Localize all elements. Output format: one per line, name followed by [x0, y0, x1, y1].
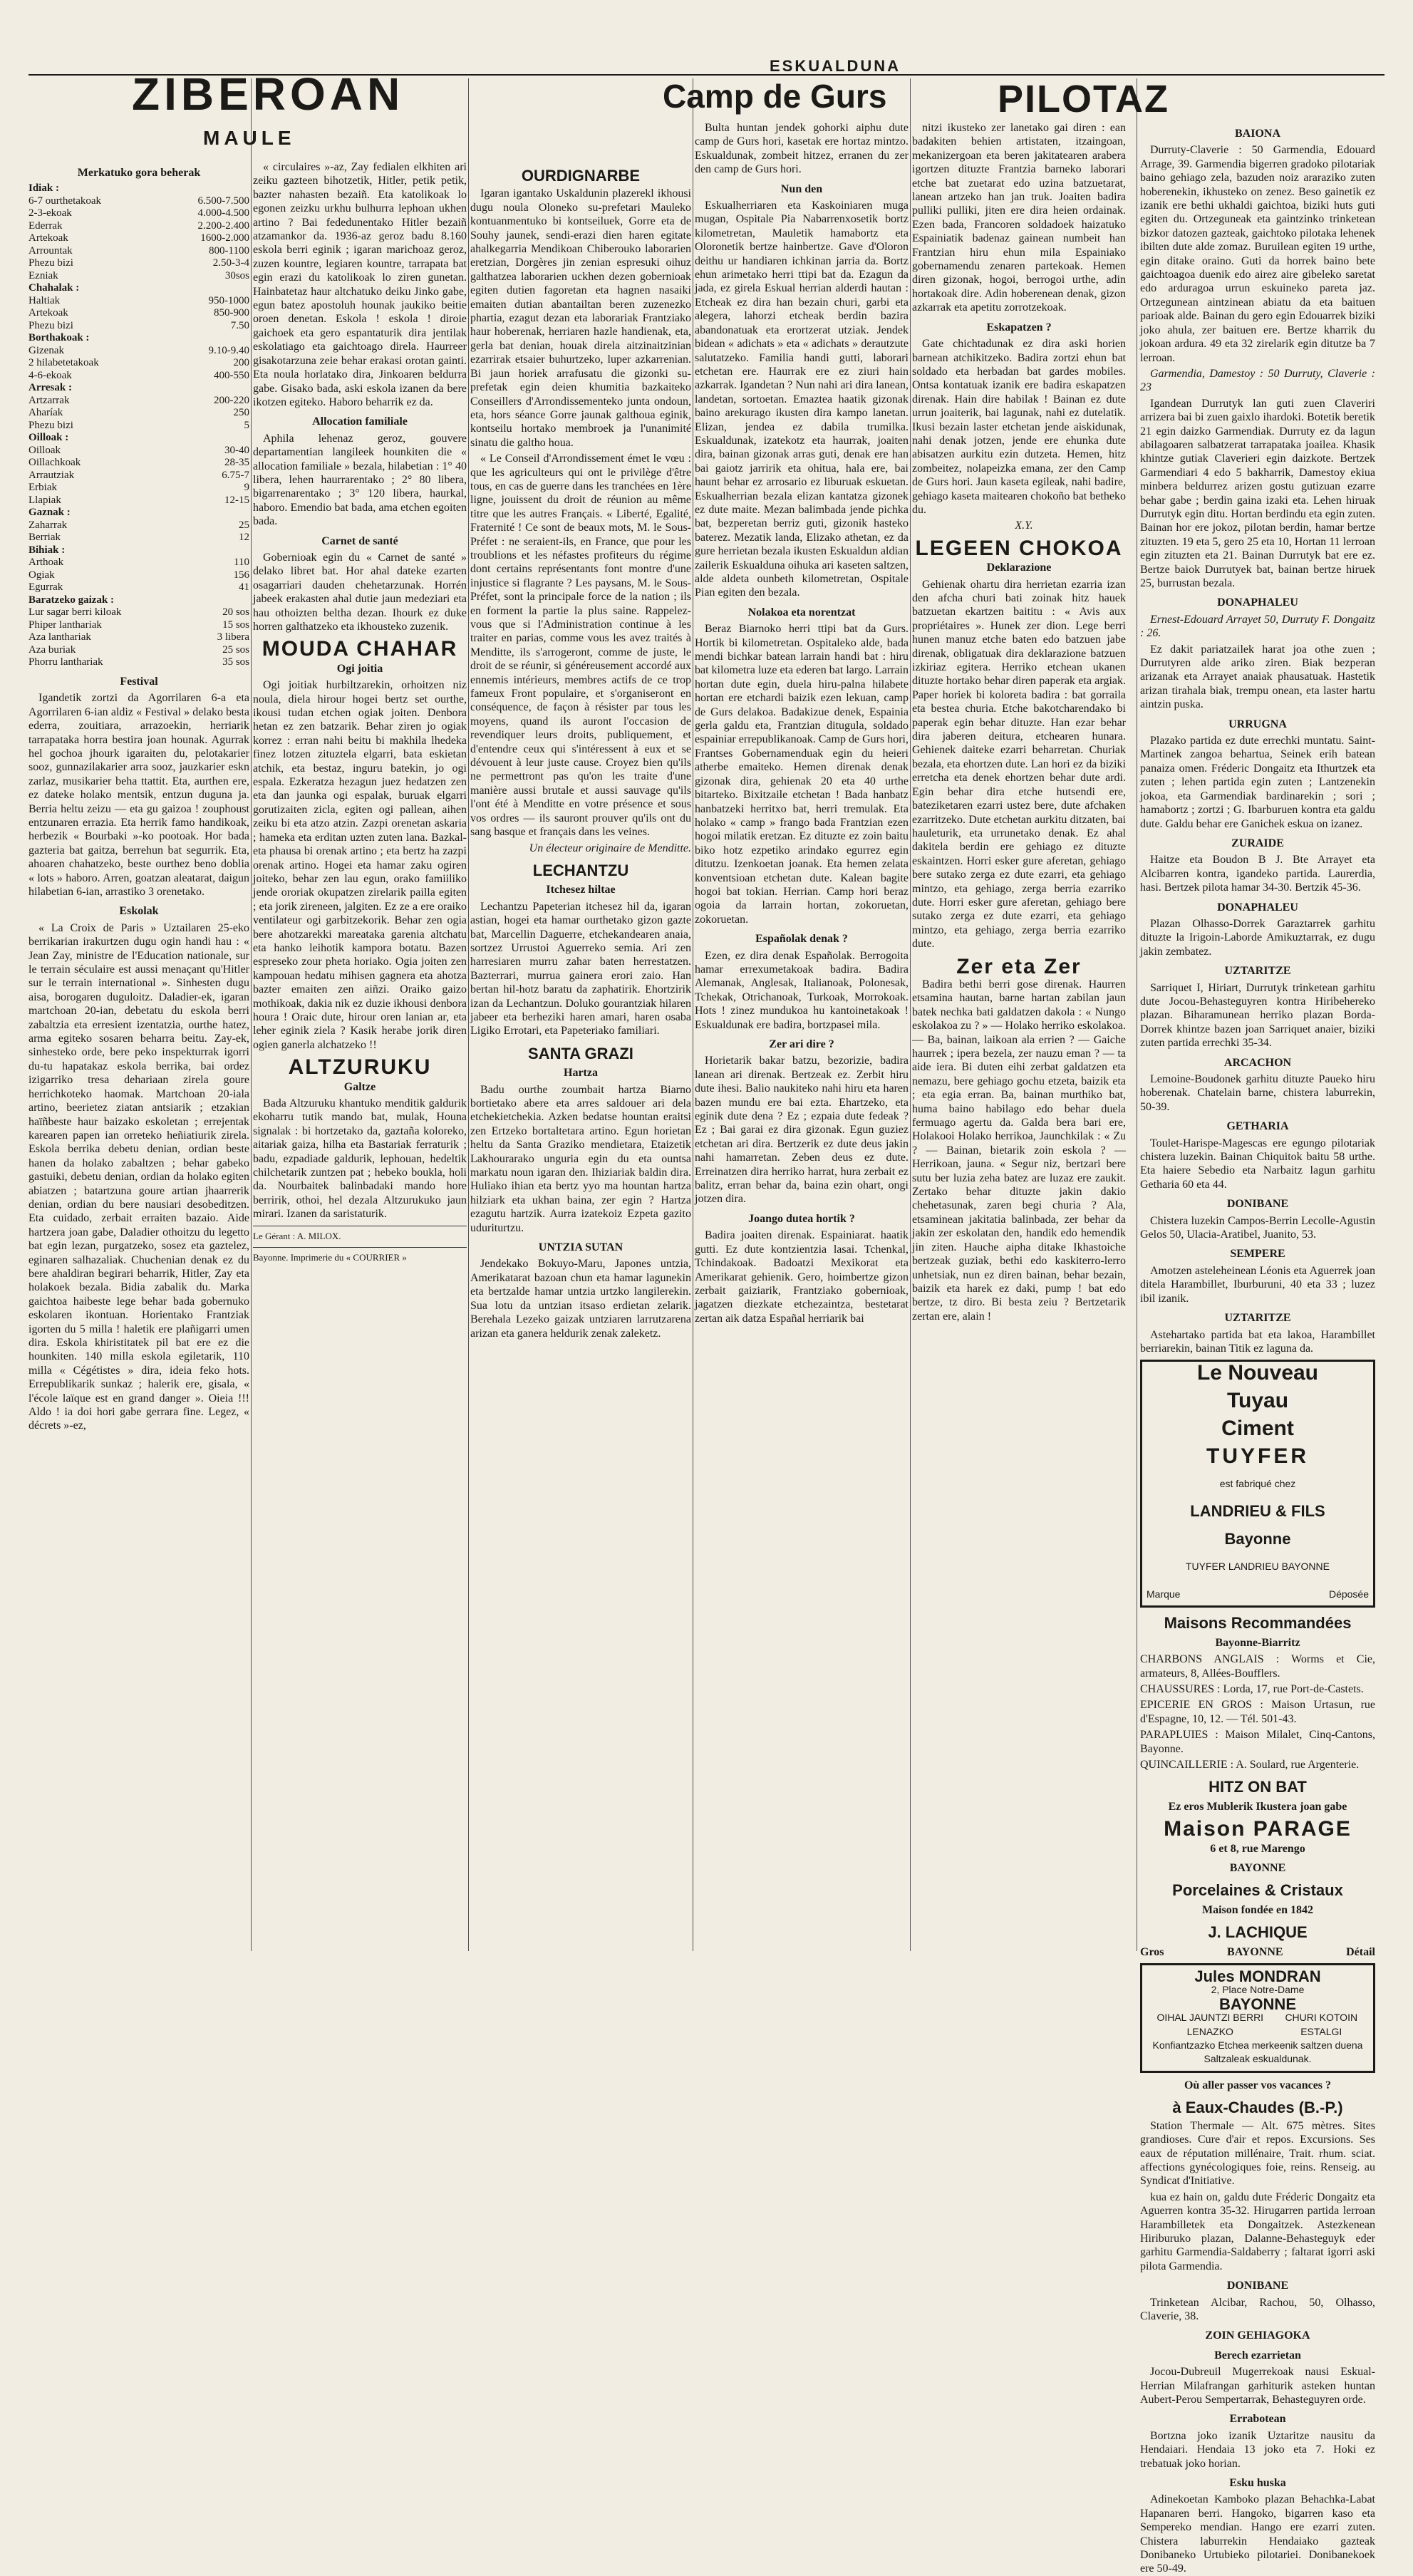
pilotaz-sempere-text: Amotzen asteleheinean Léonis eta Aguerrek joan ditela Harambillet, Iburburuni, 40 eta 33 ; luzez ibil izanik. — [1140, 1264, 1375, 1305]
price-label: Idiak : — [29, 182, 59, 195]
price-label: Phezu bizi — [29, 257, 73, 269]
pilotaz-uztaritze-heading: UZTARITZE — [1224, 965, 1291, 978]
price-value: 110 — [234, 557, 249, 569]
ad-line: LANDRIEU & FILS — [1190, 1502, 1325, 1521]
parage-address: 6 et 8, rue Marengo — [1210, 1842, 1305, 1855]
price-label: Baratzeko gaizak : — [29, 594, 114, 606]
ad-line: TUYFER LANDRIEU BAYONNE — [1186, 1561, 1330, 1572]
pilotaz-donibane-heading: DONIBANE — [1226, 1198, 1289, 1211]
price-value: 6.500-7.500 — [197, 195, 249, 207]
price-value: 250 — [233, 407, 249, 419]
price-value: 5 — [244, 419, 249, 431]
altzuruku-subheading: Galtze — [343, 1080, 376, 1093]
price-label: Egurrak — [29, 581, 63, 594]
tuyfer-ad — [1140, 1360, 1375, 1608]
zay-text: « circulaires »-az, Zay fedialen elkhiten ari zeiku gazteen bihotzetik, Hitler, petik petik, bazter nahasten bezaiñ. Eta katolikoak lo egonen zeizku urkhu bulhurra lephoan ukhen artino ? Bai fededunentako Hitler bezaiñ atzamankor da. 1936-az geroz badu 8.160 eskola berri eginik ; igaran marichoaz geroz, zuzen kountre, legiaren kountre, tarrapata bat egin erazi du katolikoak lo ziren gunetan. Hainbatetaz haur altchatuko deiku Jinko gabe, egun batez apostoluh hounak jaukiko beitie oroen denetan. Eskola ! eskola ! diroie gaichoek eta gero espantaturik dira jentilak eskolatiago eta gaichtoago direla. Haurreer gisakotarzuna zeie behar erakasi orotan gainti. Eta noula horlatako dira, Jinkoaren beldurra gabe. Gisako bada, aski eskola izanen da bere ikotzen egiteko. Haboro beharrik ez da. — [253, 161, 467, 408]
price-label: Phezu bizi — [29, 419, 73, 431]
price-value: 30sos — [224, 269, 249, 281]
pilotaz-uztaritze-text: Sarriquet I, Hiriart, Durrutyk trinketean garhitu dute Jocou-Behasteguyren kontra Hiribehereko plazan. Biharamunean herriko plazan Borda-Dorrek khintze bazen joan Sarriquet anaier, biziki zuten partida errechki 35-34. — [1140, 981, 1375, 1050]
zer-eta-zer-heading: Zer eta Zer — [956, 954, 1082, 978]
price-value: 9 — [244, 482, 249, 494]
column-4 — [695, 121, 909, 1956]
mouda-text: Ogi joitiak hurbiltzarekin, orhoitzen niz noula, diela hirour hogei bertz set ourthe, ikousi tudan etchen ogiak joiten. Denbora hetan ez zen batzarik. Behar ziren jo ogiak korrez : erran nahi beitu bi makhila lhedeka finez lotzen zituztela elgarri, bata eskietan atchik, eta bestaz, inguru batekin, jo ogi espala. Ezkeratza hezagun juez hedatzen zen eta dan jaunka ogi espalak, buruak elgarri gorutizaiten zicla, egiten ogi pallean, aihen zeiku bi eta atzo atzin. Zazpi orenetan askaria ; hameka eta erditan uzten zuten lana. Bazkal-eta phausa bi orenak artino ; eta bertz ha zazpi orenak artino. Hogei eta hamar zaku ogiren joiteko, behar zen lau egun, orako famiiliko jende ororiak okupatzen zirelarik pailla egiten ; eta jorik zireneen, jalgiten. Ez ze a ere oraiko ventilateur ogi garbitzekorik. Behar zen ogia bere ahotzarekki mareataka garenia altchatu eta hanko leihotik kampora botatu. Bazen espreseko zour pheta horiako. Ogia joiten zen kampouan hedatu mihisen gagnera eta ahotza bazter emaiten zen aiñzi. Oraiko gaizo mothikoak, dakia nik ez duzie ikhousi denbora houra ! Oraic dute, hirour oren lanian ar, eta leher eginik ziela ? Kasik herabe jorik diren ogien ganerla alchatzeko !! — [253, 679, 467, 1051]
eskolak-text: « La Croix de Paris » Uztailaren 25-eko berrikarian irakurtzen dugu ogin handi hau : « Jean Zay, ministre de l'Education nationale, sur le terrain séculaire est aussi menaçant qu'Hitler sur le terrain international ». Sinhesten dugu aisa, borogaren duguloitz. Daladier-ek, igaran martchoan 20-ian, debetatu du eskola berri zabaltzia eta erresient izentatzia, ourthe hatez, arma egiteko sosaren beharra beitu. Zay-ek, sinhesteko orde, bere peko inspekturrak igorri du-tu hapatakaz eskola berrika, bai ordez izigarriko tresa dehariaan zirela goure herrichkoteko haomak. Martchoan 20-iala artino, beerietez ziatan antsiarik ; etzakian haïñbeste haur baizako eskoletan ; errejentak karearen papen ian orreteko heñiatiurik zirela. Eskola berrika debetu denian, ordian beste hanen da holako zabaltzen ; behar gabeko gastuiki, debetu denian, ordian da holako egiten abiatzen ; batartzuna goure artian jhaarrerik denian, ordian du bere nausiari desobeditzen. Eta cuidado, zerbait erraiten bazaio. Aide hartzera joan gabe, Daladier othoitzu du legetto bat egin lezan, purgatzeko, sosez eta gaztelez, eginaren salhazaliak. Chuchenian denak ez du bere ahaldiran begirari beharrik, Hitler, Zay eta holakoek bezala. Bidia zabalik du. Marka gaichtoa haibeste lege behar bada gobernuko eskolaren ikontuan. Horientako Frantziak igorten du 5 milla ! haletik ere plañigarri umen dira. Eskola khiristitatek pil bat ere ez die hounkiten. 140 milla eskola egiletarik, 110 milla « Cégétistes » dira, ideia feko hots. Errepublikarik sunkaz ; halerik ere, gisala, « l'école laïque est en grand danger ». Oieia !!! Aldo ! ia doi hori gabe gerrara fine. Legez, « décrets »-ez, — [29, 921, 249, 1432]
price-row — [29, 232, 249, 245]
altzuruku-text: Bada Altzuruku khantuko menditik galdurik ekoharru tutik mando bat, mulak, Houna signalak : bi hortzetako da, gaztaña koloreko, aitariak gaiza, hilha eta Bastariak ferraturik ; badu, ezpadiade galdurik, lephouan, hedeltik chilchetarik zuntzen pat ; hebeko boukla, holi da. Nourbaitek balinbadaki mando hore berririk, othoi, hel dezala Altzurukuko jaun mirari. Izanen da saristaturik. — [253, 1097, 467, 1221]
pilotaz-donibane-text: Chistera luzekin Campos-Berrin Lecolle-Agustin Gelos 50, Ulacia-Aratibel, Juanito, 53. — [1140, 1214, 1375, 1241]
price-row — [29, 307, 249, 320]
price-value: 850-900 — [214, 307, 249, 319]
price-label: Gaznak : — [29, 507, 71, 519]
price-label: Phezu bizi — [29, 319, 73, 331]
price-value: 200 — [233, 357, 249, 369]
legeen-subheading: Deklarazione — [986, 562, 1052, 574]
zoin-text: Jocou-Dubreuil Mugerrekoak nausi Eskual-Herrian Milafrangan garhiturik asteken huntan Aubert-Perou Sempertarrak, Behasteguyren orde. — [1140, 2366, 1375, 2406]
ad-line: TUYFER — [1206, 1444, 1309, 1468]
masthead: ESKUALDUNA — [770, 57, 901, 75]
price-label: Oillachkoak — [29, 457, 81, 469]
untzia-heading: UNTZIA SUTAN — [538, 1241, 623, 1254]
price-row — [29, 382, 249, 395]
ourdignarbe-heading: OURDIGNARBE — [521, 167, 641, 185]
mouda-heading: MOUDA CHAHAR — [262, 637, 458, 661]
price-row — [29, 495, 249, 507]
price-row — [29, 532, 249, 544]
pilotaz-uztaritze2-heading: UZTARITZE — [1224, 1312, 1291, 1325]
pilotaz-donapaleu-text: Ez dakit pariatzailek harat joa othe zuen ; Durrutyren alde ariko ziren. Biak bezperan arizanak eta Arrayet anaiak phausatuak. Hastetik arizan tirahala biak, trempu onean, eta laster hartu aintzin puska. — [1140, 643, 1375, 711]
parage-city: BAYONNE — [1229, 1862, 1286, 1874]
price-label: 2-3-ekoak — [29, 207, 72, 219]
ad-word: Marque — [1147, 1588, 1181, 1600]
section-title-pilotaz: PILOTAZ — [998, 78, 1169, 120]
price-label: 4-6-ekoak — [29, 369, 72, 381]
price-row — [29, 395, 249, 408]
donibane-text: Trinketean Alcibar, Rachou, 50, Olhasso, Claverie, 38. — [1140, 2296, 1375, 2322]
santa-grazi-text: Badu ourthe zoumbait hartza Biarno bortietako abere eta arres saldouer ari dela etchekietchekia. Azken bedatse hountan eraitsi zen Ertzeko bortaltetara artino. Egun horietan heltu da Santa Graziko mendietara, Etaizetik Lakhourarako unguria egin du eta ountsa markatu noun igaran den. Ihiziariak baldin dira. Huliako ihian eta bertz yyo ma hountan hartza hilziark eta ukhan baina, zer egin ? Hartza ezagutu hartzik. Aurra izatekoiz Ezpeta gazito uduriturtzu. — [470, 1083, 691, 1234]
section-subtitle-maule: MAULE — [203, 127, 296, 149]
pilotaz-continued: kua ez hain on, galdu dute Fréderic Dongaitz eta Aguerren kontra 35-32. Hirugarren partida lerroan Harambilletek eta Dongaitzek. Astezkenean Hiriburuko plazan, Dalanne-Behasteguyk eder garhitu Garmendia-Saldaberry ; faltarat igorri aski pilota Garmendia. — [1140, 2190, 1375, 2272]
maison-entry: CHARBONS ANGLAIS : Worms et Cie, armateurs, 8, Allées-Boufflers. — [1140, 1653, 1375, 1680]
pilotaz-getharia-heading: GETHARIA — [1226, 1120, 1289, 1133]
eskapatzen-text: Gate chichtadunak ez dira aski horien barnean atchikitzeko. Badira zortzi ehun bat soldado eta herbadan bat gardes mobiles. Ontsa kontatuak izanik ere badira eskapatzen direnak. Hain dire habilak ! Bainan ez dute urrun joaiterik, bai lagunak, nahi ez dutelatik. Ikusi bezain laster etchetan jende aiskidunak, nahi denak jotzen, jende ere ehunka dute abisatzen aurkitu ezin dutzeta. Hemen, hitz zombeitez, nolapeizka emana, zer den Camp de Gurs hori. Jaun kaseta egileak, nahi badire, gehiago kaseta maitearen chokoño bat betheko du. — [912, 338, 1126, 516]
price-value: 12-15 — [224, 494, 249, 506]
carnet-heading: Carnet de santé — [321, 534, 398, 547]
ad-line: Ciment — [1221, 1416, 1294, 1440]
price-label: Arresak : — [29, 382, 72, 394]
pilotaz-sempere-heading: SEMPERE — [1230, 1248, 1285, 1261]
price-label: Artekoak — [29, 232, 68, 244]
price-row — [29, 357, 249, 370]
price-row — [29, 420, 249, 433]
pilotaz-getharia-text: Toulet-Harispe-Magescas ere egungo pilotariak chistera luzekin. Bainan Chiquitok baitu 58 urthe. Eta haiere Sebedio eta Narbaitz lagun garhitu Getharia 60 eta 44. — [1140, 1137, 1375, 1191]
price-value: 9.10-9.40 — [208, 344, 249, 356]
espanolak-text: Ezen, ez dira denak Españolak. Berrogoita hamar errexumetakoak badira. Badira Alemanak, Anglesak, Italianoak, Polonesak, Tchekak, Otrichanoak, Turkoak, Morrokoak. Hots ! zinez mundukoa hu kantoinetakoak ! Eskualdunak ere badira, bortzpasei mila. — [695, 949, 909, 1031]
price-label: Zaharrak — [29, 519, 68, 531]
pilotaz-arcachon-heading: ARCACHON — [1223, 1056, 1292, 1069]
price-label: Lur sagar berri kiloak — [29, 606, 122, 619]
column-divider — [251, 78, 252, 1951]
hitz-title: HITZ ON BAT — [1208, 1778, 1307, 1796]
price-label: Bihiak : — [29, 544, 66, 556]
price-row — [29, 445, 249, 457]
price-value: 20 sos — [222, 606, 249, 619]
price-label: Ezniak — [29, 269, 58, 281]
price-value: 25 — [239, 519, 249, 531]
lechantzu-subheading: Itchesez hiltae — [546, 884, 616, 896]
price-row — [29, 507, 249, 519]
mondran-tagline: Konfiantzazko Etchea merkeenik saltzen duena Saltzaleak eskualdunak. — [1152, 2039, 1363, 2065]
price-row — [29, 631, 249, 644]
price-row — [29, 644, 249, 657]
price-value: 156 — [233, 569, 249, 581]
allocation-text: Aphila lehenaz geroz, gouvere departamentian langileek hounkiten die « allocation familiale » bezala, hilabetian : 1° 40 libera, lehen haurrarentako ; 2° 80 libera, bigarrenarentako ; 3° 120 libera, haurkal, haboro. Emendio bat bada, ama etchen egoiten bada. — [253, 432, 467, 528]
lechantzu-text: Lechantzu Papeterian itchesez hil da, igaran astian, hogei eta hamar ourthetako gizon gazte bat, Marcellin Daguerre, etchekandearen anaia, sortzez Urrustoi Aguerreko semia. Ari zen harresiaren murru zahar baten herrestatzen. Bazterrari, murrua gainera erori zaio. Han bertan hil-hotz baratu da zaphatirik. Ehortzirik izan da Lechantzun. Doluko gourantziak hilaren jabeer eta berheziki haren amari, haren osaba Ligiko Errotari, eta Papeteriako familiari. — [470, 900, 691, 1038]
pilotaz-baiona-heading: BAIONA — [1234, 128, 1280, 140]
price-label: Aza lanthariak — [29, 631, 91, 643]
price-row — [29, 320, 249, 333]
xy-signature: X.Y. — [1015, 519, 1033, 532]
lachique-name: J. LACHIQUE — [1208, 1923, 1308, 1942]
legeen-heading: LEGEEN CHOKOA — [915, 536, 1123, 560]
lechantzu-heading: LECHANTZU — [532, 861, 629, 879]
pilotaz-arcachon-text: Lemoine-Boudonek garhitu dituzte Paueko hiru hoberenak. Chatelain barne, chistera laburrekin, 50-39. — [1140, 1073, 1375, 1113]
nun-heading: Nun den — [780, 182, 823, 195]
vacances-place: à Eaux-Chaudes (B.-P.) — [1172, 2099, 1343, 2117]
price-value: 3 libera — [217, 631, 249, 643]
allocation-heading: Allocation familiale — [312, 415, 408, 428]
mondran-ad — [1140, 1963, 1375, 2073]
parage-title: Maison PARAGE — [1164, 1817, 1352, 1841]
price-label: Aharíak — [29, 407, 63, 419]
price-value: 6.75-7 — [222, 469, 249, 481]
errabotean-heading: Errabotean — [1229, 2413, 1286, 2426]
zer-ari-text: Horietarik bakar batzu, bezorizie, badira lanean ari direnak. Bertzeak ez. Zerbit hiru dute ihesi. Balio naukiteko nahi hiru eta haren bazen mundu ere bai ezta. Ehartzeko, eta eginik dute dena ? Ez ; ezpaia dute fedeak ? Ez ; Bai garai ez dira gizonak. Egun guziez etchetan ari dira. Bertzerik ez dute deus jakin nahi hamarretan. Zeben deus ez dute. Erreinatzen dira herriko harrat, hura zerbait ez balitz, erran behar da, baina ezin ohart, ongi jotzen dira. — [695, 1055, 909, 1206]
price-row — [29, 257, 249, 270]
price-row — [29, 432, 249, 445]
pilotaz-urrugna-heading: URRUGNA — [1228, 718, 1287, 730]
festival-text: Igandetik zortzi da Agorrilaren 6-a eta Agorrilaren 6-ian aldiz « Festival » delako besta ederra, zouitiara, arrazoekin, herriarik tarrapataka horra bestira joan hounak. Agurrak hel gochoa jhourk igaraiten du, pelotakarier sooz, gunnazilakarier arra sooz, jauzkarier eskn zarlaz, musikarier beha ttattit. Eta, aurthen ere, ez dateke holako mentsik, entzun duguna ja. Berria heltu zeizu — eta gu gaizoa ! zouphoust entzunaren errazia. Eta herrik famo handikoak, herbezik « Bourbaki »-ko pootoak. Hor bada gazteria bat gaitza, berrehun bat segurrik. Eta, ahoaren chahatzeko, beste ourthez beno doblia « lots » haboro. Arren, goatzan aleatarat, daigun hilabetian 6-ian, arrastiko 3 orenetako. — [29, 692, 249, 898]
eskolak-heading: Eskolak — [119, 905, 159, 918]
ad-line: Bayonne — [1224, 1530, 1291, 1548]
ad-word: Déposée — [1328, 1588, 1369, 1600]
joango-text: Badira joaiten direnak. Espainiarat. haatik gutti. Ez dute kontzientzia lasai. Tchenkal, Tchindakoak. Badoatzi Mexikorat eta Amerikarat gehienik. Gero, hoimbertze gizon zerbait gaiziarik, Frantziako gobernioak, jagatzen diezkate etchezaintza, bestetarat zertan aik datza Españal herriarik bai — [695, 1229, 909, 1325]
gros-label: Gros — [1140, 1945, 1164, 1958]
price-value: 4.000-4.500 — [197, 207, 249, 219]
detail-label: Détail — [1346, 1945, 1375, 1958]
santa-grazi-subheading: Hartza — [564, 1067, 598, 1080]
price-value: 400-550 — [214, 369, 249, 381]
price-label: Gizenak — [29, 344, 64, 356]
ad-line: est fabriqué chez — [1219, 1477, 1296, 1489]
espanolak-heading: Españolak denak ? — [755, 933, 848, 946]
mondran-title: Jules MONDRAN — [1194, 1967, 1321, 1986]
price-label: Haltiak — [29, 294, 61, 306]
price-value: 800-1100 — [209, 244, 249, 257]
price-label: Arrautziak — [29, 469, 75, 481]
price-label: Erbiak — [29, 482, 57, 494]
price-value: 41 — [239, 581, 249, 594]
maisons-title: Maisons Recommandées — [1164, 1614, 1352, 1633]
joango-heading: Joango dutea hortik ? — [748, 1212, 855, 1225]
camp-intro: Bulta huntan jendek gohorki aiphu dute camp de Gurs hori, kasetak ere hortaz mintzo. Eskualdunak, zombeit hitzez, erranen du zer den camp de Gurs hori. — [695, 122, 909, 176]
column-5 — [912, 121, 1126, 1956]
price-label: Oilloak — [29, 444, 61, 456]
maison-entry: CHAUSSURES : Lorda, 17, rue Port-de-Castets. — [1140, 1682, 1364, 1695]
gerant-line: Le Gérant : A. MILOX. — [253, 1226, 467, 1243]
column-1 — [29, 160, 249, 1956]
price-label: Phorru lanthariak — [29, 656, 103, 668]
ad-line — [1147, 1588, 1369, 1601]
price-label: Ogiak — [29, 569, 55, 581]
legeen-text: Gehienak ohartu dira herrietan ezarria izan den afcha churi bati zoinak hitz hauek batzuetan ekartzen baititu : « Avis aux propriétaires ». Hunek zer dion. Lege berri hunen manuz etche baten edo batzuen jabe direnak, obligatuak dira deklarazione batzuen izkiriaz egitera. Herriko etchean ukanen dituzte hortako behar diren paperak eta argiak. Paper horiek bi koloreta badira : bat gorraila eta bestea churia. Etche bakotcharendako bi paperak egin behar dituzte. Han ezar behar dira jaberen deitura, etchearen hunara. Gehienek daiteke ezarri beharretan. Churiak bezala, eta ehortzen dute. Lan hori ez da biziki erretcha eta denek ehortzen behar dute ardi. Egin behar dira etche hutsendi ere, bateziketaren ezarri ustez bere, dute afchaken ezarritzeko. Dute etchetan aurkitu ditzaten, bai hauleturik, eta urrunetako denak. Ez ahal dakitela berdin ere gehiago ez dituzte eskaintzen. Horri esker gure aferetan, gehiago bere sutako zerga ez dute ezarri, eta gehiago mintzo, eta gehiago, zerga berria ezarriko dute. Horri esker gure aferetan, gehiago bere sutako zerga ez dute ezarri, eta gehiago mintzo, eta gehiago, zerga berria ezarriko dute. — [912, 578, 1126, 951]
price-label: Artzarrak — [29, 394, 70, 406]
mouda-subheading: Ogi joitia — [336, 662, 383, 675]
price-row — [29, 370, 249, 383]
pilotaz-baiona-scores: Garmendia, Damestoy : 50 Durruty, Claverie : 23 — [1140, 367, 1375, 394]
hitz-subtitle: Ez eros Mublerik Ikustera joan gabe — [1168, 1800, 1347, 1813]
price-row — [29, 195, 249, 208]
mondran-right: CHURI KOTOIN ESTALGI — [1285, 2012, 1358, 2037]
price-value: 15 sos — [222, 619, 249, 631]
ourdignarbe-text: Igaran igantako Uskaldunin plazerekl ikhousi dugu noula Oloneko su-prefetari Mauleko kontuanmentuko bi kontseiluek, Gorre eta de Souhy jaunek, sendi-erazi dien haren egitate ahalkegarria Mendikoan Chiberouko laborarien eretzian, Dorgères jin zenian espresuki oihuz galthatzea laborarien uckhen dezen gobernioak egiten dutien fagoretan eta hagnen nasaiki emaiten dutian abantailtan beren zuzenezko phartia, ezagut dezan eta laborariak Frantziako haur hoberenak, herriaren hazle handienak, eta, gerla bat denian, houak direla aitzinaitzinian ezarrirak etsaier buhurtzeko, luper azkarrenian. Bi jaun horiek arrafusatu die gizonki su-prefetak egin deien khumitia bazkaiteko Conseillers d'Arrondissementeko junta ondoun, eta, hors séance Gorre jaunak galthoua eginik, kontseilu hortako membroek ja l'unanimité sinatu die galtho houa. — [470, 187, 691, 449]
price-row — [29, 220, 249, 233]
pilotaz-baiona-text: Durruty-Claverie : 50 Garmendia, Edouard Arrage, 39. Garmendia bigerren gradoko pilotariak baino gehiago zela, bazuden noiz araraziko zuten hoberenekin, ikhusteko on zenez. Beso gainetik ez izanik ere bethi ukhaldi gaichtoa, biziki huts guti egiten du. Ortzeguneak eta gaintzinko trinketean bizkor datozen gazteak, gaichtoko pilotaka lehenek ibilten dute alde zomaz. Buruilean egiten 19 urthe, egin ditake oraino. Guti da horrek baino bete gaichtoagoa duenik edo airez aire gibeleko saretat edo arduragoa urrun eskuineko pareta jaz. Ortzegunean aintzinean abiatu da eta baituen parioak alde. Bainan du gero egin Edouarrek biziki joko ahula, zer baituen ere. Bertze kharrik du jokoan ardura. 49 eta 32 zirelarik egin ditutze ba 7 lerroan. — [1140, 144, 1375, 364]
vacances-question: Où aller passer vos vacances ? — [1184, 2079, 1332, 2091]
untzia-text: Jendekako Bokuyo-Maru, Japones untzia, Amerikatarat bazoan chun eta hamar lagunekin eta bertzalde hamar untzia urtzko langilerekin. Sua lotu da untzian itsaso erdietan zelarik. Berehala Lezeko gaizak untziaren larrutzarena arizan eta ganera heldurik zenak zaleketz. — [470, 1258, 691, 1340]
maison-entry: PARAPLUIES : Maison Milalet, Cinq-Cantons, Bayonne. — [1140, 1729, 1375, 1755]
price-row — [29, 519, 249, 532]
price-row — [29, 619, 249, 632]
price-value: 200-220 — [214, 394, 249, 406]
price-row — [29, 470, 249, 482]
price-label: Artekoak — [29, 307, 68, 319]
errabotean-text: Bortzna joko izanik Uztaritze nausitu da Hendaiari. Hendaia 13 joko eta 7. Hoki ez trebatuak joko horian. — [1140, 2429, 1375, 2470]
esku-heading: Esku huska — [1229, 2477, 1286, 2490]
zoin-subheading: Berech ezarrietan — [1214, 2349, 1301, 2362]
article-title-camp-de-gurs: Camp de Gurs — [663, 78, 887, 115]
pilotaz-zuraide-text: Haitze eta Boudon B J. Bte Arrayet eta Alcibarren kontra, igandeko partida. Laurerdia, hasi. Bertzek pilota hamar 34-30. Bertzik 45-36. — [1140, 854, 1375, 894]
price-label: Borthakoak : — [29, 332, 90, 344]
price-label: Oilloak : — [29, 432, 69, 444]
price-row — [29, 270, 249, 283]
nolakoa-text: Beraz Biarnoko herri ttipi bat da Gurs. Hortik bi kilometretan. Ospitaleko alde, bada mendi bichkar batean larrain handi bat : hiru bat kilometra luze eta ederen bat largo. Larrain hortan dute egin, duela hiru-palna hilabete hortan ere etchardi baizik ezen lekuan, camp de Gurs delakoa. Badakizue denek, Espainia gerla galdu eta, Frantzian ditugula, soldado espainiar errepublikanoak. Camp de Gurs hori, Frantses Gobernamenduak egin du heieri atherbe emaiteko. Hemen direnak denak gizonak dira, gehienak 20 eta 40 urthe bitarteko. Bixitzaile etchetan ! Bada hanbatz hanbatzeki herritxo bat, herri tremulak. Eta holako « camp » frango bada Frantzian ezen hogoi milatik eretzan. Ez dituzte ez zoin baitu biko hotz ezpetiko arindako egurrez egin ditutzu. Izenkoetan joanak. Eta hemen zelata konventsioan etchetan dute. Kalean bagite hogoi bat tokian. Herrian. Camp hori beraz ogoia da larrain hortan, zokoruetan, zokoruetan. — [695, 623, 909, 926]
column-2 — [253, 160, 467, 1956]
price-label: Phiper lanthariak — [29, 619, 102, 631]
price-row — [29, 207, 249, 220]
price-row — [29, 656, 249, 669]
price-row — [29, 182, 249, 195]
mondran-left: OIHAL JAUNTZI BERRI LENAZKO — [1156, 2012, 1264, 2037]
price-label: 2 hilabetetakoak — [29, 357, 99, 369]
price-label: Aza buriak — [29, 643, 76, 656]
maisons-list — [1140, 1652, 1375, 1771]
pilotaz-donapaleu2-text: Plazan Olhasso-Dorrek Garaztarrek garhitu dituzte la Irigoin-Laborde Amikuztarrak, ez dugu jakin zembatez. — [1140, 917, 1375, 958]
imprimerie-line: Bayonne. Imprimerie du « COURRIER » — [253, 1247, 467, 1264]
price-row — [29, 295, 249, 308]
zoin-heading: ZOIN GEHIAGOKA — [1205, 2329, 1310, 2342]
column-divider — [468, 78, 469, 1951]
camp-continued: nitzi ikusteko zer lanetako gai diren : ean badakiten behien artistaten, itzaingoan, mekanizergoan eta beren jakitatearen arabera igortzen dituzte Frantzia barneko laborari etche bat zuetarat edo uzina batzuetarat, lanean artzeko han jan truk. Joaiten badira pulliki pulliki, jiten ere dira heien ordainak. Ezen bada, Francoren soldadoek haizatuko Espainiatik badenaz gainean numbeit han Frantzian hiru ehun mila Espainiako gobernamendu zenaren partekoak. Hemen diren gizonak, hogoi, berrogoi urthe, adin hortakoak dire. Adin hoberenean denak, gizon azkarrak eta apetitu zorrotzekoak. — [912, 122, 1126, 314]
zer-eta-zer-text: Badira bethi berri gose direnak. Haurren etsamina hautan, barne hartan zabilan jaun batek nechka bati galdatzen dakola : « Nungo eskolakoa zu ? » — Holako herriko eskolakoa. — Ba, bainan, laikoan ala errien ? — Gaiche haurrek ; ipera bezela, zer nauzu eman ? — ta aide iera. Bi duten eihi zerbat galdatzen eta nemazu, bere gehiago gochu etzeta, baizik eta ; eta egia erran. Ba, bainan murthiko bat, huma baino habilago edo behar duela fermuago agertu da. Galda bera bari ere, Holakooi Holako herrikoa, Jaunchkilak : « Zu ? — Bainan, bietarik zoin eskola ? — Herrikoan, jauna. « Segur niz, bertzari bere sutu ber luzia zeha batez are luzaz ere zaukit. Zertako behar dituzte jakin dakio chehetasunak, zaren begi churia ? Ala, etsaminean jakitatia balinbada, zer behar da jakin zer eskolatan den, handik edo hemendik jin ziten. Hauche aipha ditake Ikhastoiche bertzeak guziak, bethi edo kaskiterro-lerro unhetsiak, nun ez diren bainan, behar bezain, baizik eta harek ez daki, pump ! bat edo bertze, tz diro. Bi besta zeiu ? Bertzetarik zertan ere, alain ! — [912, 978, 1126, 1323]
price-value: 30-40 — [224, 444, 249, 456]
column-6 — [1140, 121, 1375, 2575]
price-label: Arrountak — [29, 244, 73, 257]
price-label: Ederrak — [29, 219, 63, 232]
price-list — [29, 182, 249, 669]
price-value: 1600-2.000 — [200, 232, 249, 244]
lachique-city: BAYONNE — [1227, 1945, 1283, 1958]
price-label: Berriak — [29, 532, 61, 544]
festival-heading: Festival — [120, 675, 158, 688]
donibane-heading: DONIBANE — [1226, 2280, 1289, 2292]
carnet-text: Gobernioak egin du « Carnet de santé » delako libret bat. Hor ahal dateke ezarten osagarriari dauden chehetarzunak. Horrén jabeek erakasten ahal dutie jaun medeziari eta hau othoizten beltha dezan. Ihourk ez duke horren galthatzeko eta ikhousteko zuzenik. — [253, 551, 467, 633]
maison-entry: QUINCAILLERIE : A. Soulard, rue Argenterie. — [1140, 1758, 1360, 1771]
price-value: 2.200-2.400 — [197, 219, 249, 232]
price-row — [29, 245, 249, 258]
price-label: Chahalak : — [29, 282, 80, 294]
price-value: 35 sos — [222, 656, 249, 668]
price-value: 950-1000 — [208, 294, 249, 306]
altzuruku-heading: ALTZURUKU — [288, 1055, 432, 1080]
market-heading: Merkatuko gora beherak — [77, 167, 201, 179]
porcelaines-title: Porcelaines & Cristaux — [1172, 1881, 1343, 1900]
price-value: 2.50-3-4 — [212, 257, 249, 269]
price-label: 6-7 ourthetakoak — [29, 195, 102, 207]
conseil-text: « Le Conseil d'Arrondissement émet le vœu : que les agriculteurs qui ont le privilège d'être tous, en cas de guerre dans les tranchées en 1ère ligne, jouissent du droit de réunion au même titre que les autres Français. « Liberté, Egalité, Fraternité ! Ce sont de beaux mots, M. le Sous-Préfet : ne seraient-ils, en France, que pour les troublions et les néfastes profiteurs du régime dont certains représentants font montre d'une injustice si flagrante ? Les paysans, M. le Sous-Préfet, sont la principale force de la nation ; ils en forment la partie la plus saine. Rappelez-vous que si l'Administration continue à les traiter en parias, comme vous les avez traités à Menditte, ils s'arrogeront, comme de juste, le droit de se réunir, si généreusement accordé aux ennemis intérieurs, membres actifs de ce trop fameux Front populaire, et s'organiseront en conséquence, de façon à résister par tous les moyens, quand ils auront l'occasion de revendiquer leurs droits, publiquement, et d'entendre ceux qui s'intéressent à eux et se dévouent à leur juste cause. Croyez bien qu'ils ne permettront pas qu'on les traite d'une manière aussi brutale et aussi sauvage qu'ils l'ont été à Menditte en votre présence et sous vos ordres — ils sauront prouver qu'ils ont du sang basque et français dans les veines. — [470, 452, 691, 839]
mondran-row — [1147, 2011, 1369, 2039]
esku-text: Adinekoetan Kamboko plazan Behachka-Labat Hapanaren berri. Hangoko, bigarren kaso eta Sempereko mendian. Hango ere ezarri zuten. Chistera laburrekin Hendaiako gazteak Donibaneko Urtubieko pilotariei. Donibanekoek ere 50-49. — [1140, 2493, 1375, 2575]
nun-text: Eskualherriaren eta Kaskoiniaren muga mugan, Ospitale Pia Nabarrenxosetik bortz kilometretan, Mauletik hamabortz eta Oloronetik bertze hainbertze. Gave d'Oloron deithu ur handiaren ichkinan jarria da. Bortz ehun arimetako herri ttipi bat da. Ezagun da jada, ez girela Eskual herrian alderdi hautan : Etcheak ez dira han bezain churi, garbi eta alegera, lahorzi etcheak berdin bazira abandonatuak eta erortzerat utziak. Jendek bidean « adichats » eta « adichats » derautzute salutatzeko. Familia handi gutti, laborari etchetan ere. Haurrak ere ez ziuri hain azkarrak. Igandetan ? Nun nahi ari dira lanean, landetan, sortoetan. Emaztea haatik gizonak baino arekurago ikusten dira kampo lanetan. Elizan, jendea ez dabila trumilka. Eskualdunak, izatekotz eta haurrak, joaiten dira, bainan gizonak arras guti, denak ere han bai gaiotz jarririk eta ohitua, hala ere, bai haunt behar ez arrosario ez liburuak eskuetan. Eskualherrian bezala elizan kantatza gizonek ez dute maite. Mezan balimbada jende pichka bat, bezperetan berriz guti, gizonik hasteko baterez. Mezatik landa, Elizako athetan, ez da gure herrietan bezala ikusten Eskualdun aldian zailerik Eskualduna oihuka ari kaseten saltzen, alde aldeta ounbeth kilometretan, Ospitale Pian egiten den bezala. — [695, 200, 909, 599]
price-value: 7.50 — [230, 319, 249, 331]
signature: Un électeur originaire de Menditte. — [529, 842, 691, 854]
pilotaz-articles — [1140, 127, 1375, 1355]
column-3 — [470, 160, 691, 1956]
price-row — [29, 557, 249, 569]
ad-line: Le Nouveau — [1196, 1361, 1319, 1385]
pilotaz-uztaritze2-text: Astehartako partida bat eta lakoa, Harambillet berriarekin, bainan Titik ez laguna da. — [1140, 1328, 1375, 1355]
pilotaz-donapaleu-scores: Ernest-Edouard Arrayet 50, Durruty F. Dongaitz : 26. — [1140, 613, 1375, 640]
pilotaz-donapaleu2-heading: DONAPHALEU — [1217, 901, 1298, 914]
column-divider — [910, 78, 911, 1951]
maison-entry: EPICERIE EN GROS : Maison Urtasun, rue d'Espagne, 10, 12. — Tél. 501-43. — [1140, 1699, 1375, 1725]
pilotaz-urrugna-text: Plazako partida ez dute errechki muntatu. Saint-Martinek zangoa behartua, Seinek erih batean panaiza omen. Fréderic Dongaitz eta Ithurtzek eta zuten ; lehen partida egin zuten ; Lantzenekin jokoa, eta Garmendiak bardinarekin ; sori ; hamabortz ; zortzi ; G. Ibarburuen kontra eta galdu dute. Galdu behar ere Ganichek eskua on izanez. — [1140, 735, 1375, 830]
price-row — [29, 581, 249, 594]
santa-grazi-heading: SANTA GRAZI — [528, 1044, 633, 1062]
price-value: 12 — [239, 532, 249, 544]
nolakoa-heading: Nolakoa eta norentzat — [747, 606, 856, 619]
price-row — [29, 345, 249, 358]
price-row — [29, 482, 249, 495]
eskapatzen-heading: Eskapatzen ? — [986, 321, 1052, 333]
pilotaz-donapaleu-heading: DONAPHALEU — [1217, 596, 1298, 609]
price-label: Llapiak — [29, 494, 61, 506]
price-value: 25 sos — [222, 643, 249, 656]
price-value: 28-35 — [224, 457, 249, 469]
price-row — [29, 594, 249, 607]
price-row — [29, 606, 249, 619]
pilotaz-baiona-text2: Igandean Durrutyk lan guti zuen Claveriri arrizera bai bi zuen gaixlo ihardoki. Botetik beretik 21 egin daizko Garmendiak. Durruty ez da lagun abilagoaren salbatzerat tarrapataka joailea. Khasik khintze gutiak Claverieri egin daizkote. Bertzek Garmendiari 4 edo 5 bakharrik, Damestoy ekiua minbera beldurrez arizen gostu gutizuan ezarre behar gabe ; berdin gaina izaki eta. Lehen hiruak Durrutyk egin ditu. Hortan berdindu eta egin zuten. Bainan hor ere jokoz, pilotan berdin, hamar bertze zituzten. 19 eta 5, gero 25 eta 10, Hortan 11 lerroan egin zituzten eta 21. Bainan Durrutyk bat ere ez. Bertze baiok Durrutyek bat, bainan bertze hiruek 25, burrustan bezala. — [1140, 397, 1375, 589]
section-title-ziberoan: ZIBEROAN — [132, 68, 405, 120]
price-row — [29, 457, 249, 470]
maisons-subtitle: Bayonne-Biarritz — [1215, 1636, 1300, 1649]
lachique-line — [1140, 1945, 1375, 1959]
pilotaz-zuraide-heading: ZURAIDE — [1231, 837, 1284, 849]
price-row — [29, 282, 249, 295]
price-row — [29, 544, 249, 557]
price-row — [29, 569, 249, 582]
ad-line: Tuyau — [1226, 1389, 1289, 1413]
mondran-city: BAYONNE — [1219, 1995, 1296, 2013]
price-row — [29, 332, 249, 345]
mondran-address: 2, Place Notre-Dame — [1211, 1984, 1305, 1996]
vacances-text: Station Thermale — Alt. 675 mètres. Sites grandioses. Cure d'air et repos. Excursions. Ses eaux de réputation millénaire, Trait. rhum. sciat. affections gynécologiques foie, reins. Renseig. au Syndicat d'Initiative. — [1140, 2119, 1375, 2188]
porcelaines-subtitle: Maison fondée en 1842 — [1202, 1903, 1313, 1916]
zer-ari-heading: Zer ari dire ? — [769, 1038, 834, 1050]
price-row — [29, 407, 249, 420]
price-label: Arthoak — [29, 557, 64, 569]
